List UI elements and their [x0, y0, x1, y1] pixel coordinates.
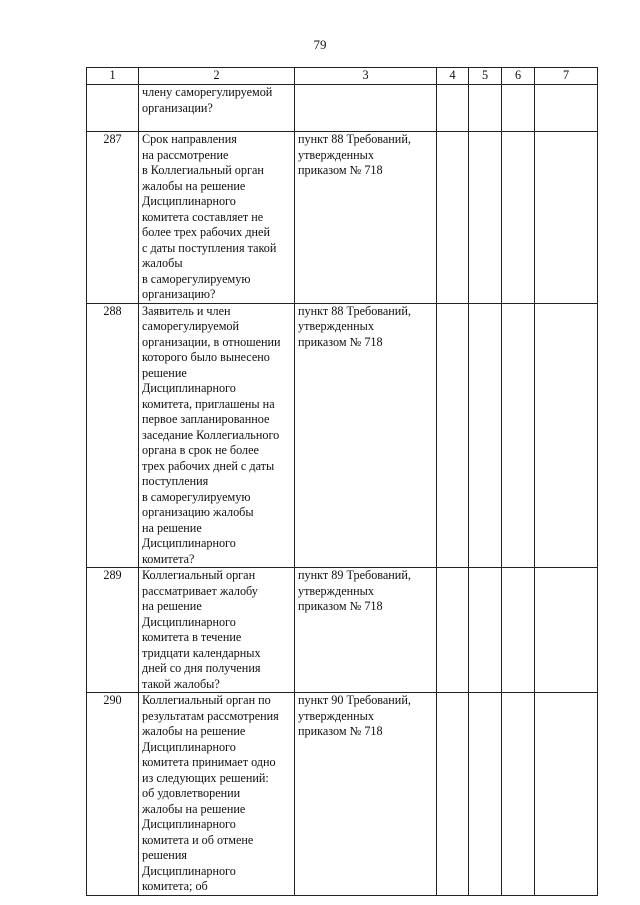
answer-cell-no[interactable]	[469, 303, 502, 568]
answer-cell-no[interactable]	[469, 85, 502, 132]
table-row	[87, 693, 598, 896]
answer-cell-no[interactable]	[469, 132, 502, 304]
answer-cell-na[interactable]	[502, 85, 535, 132]
column-header-6: 6	[502, 68, 535, 85]
answer-cell-na[interactable]	[502, 303, 535, 568]
row-number	[87, 85, 139, 132]
row-number: 287	[87, 132, 139, 304]
question-text: Коллегиальный орган по результатам рассмотрения жалобы на решение Дисциплинарного комитета принимает одно из следующих решений: об удовлетворении жалобы на решение Дисциплинарного комитета и об отмене решения Дисциплинарного комитета; об	[139, 693, 295, 896]
column-header-5: 5	[469, 68, 502, 85]
column-header-2: 2	[139, 68, 295, 85]
table-header-row	[87, 68, 598, 85]
table-row	[87, 85, 598, 132]
question-text: Заявитель и член саморегулируемой организации, в отношении которого было вынесено решение Дисциплинарного комитета, приглашены на первое запланированное заседание Коллегиального органа в срок не более трех рабочих дней с даты поступления в саморегулируемую организацию жалобы на решение Дисциплинарного комитета?	[139, 303, 295, 568]
column-header-3: 3	[295, 68, 437, 85]
requirement-reference: пункт 89 Требований, утвержденных приказом № 718	[295, 568, 437, 693]
answer-cell-yes[interactable]	[437, 132, 469, 304]
page-number: 79	[313, 37, 327, 52]
question-text: Коллегиальный орган рассматривает жалобу на решение Дисциплинарного комитета в течение тридцати календарных дней со дня получения такой жалобы?	[139, 568, 295, 693]
column-header-4: 4	[437, 68, 469, 85]
answer-cell-na[interactable]	[502, 132, 535, 304]
question-text: члену саморегулируемой организации?	[139, 85, 295, 132]
answer-cell-yes[interactable]	[437, 568, 469, 693]
requirement-reference: пункт 90 Требований, утвержденных приказом № 718	[295, 693, 437, 896]
row-number: 290	[87, 693, 139, 896]
checklist-table	[86, 67, 598, 896]
row-number: 289	[87, 568, 139, 693]
answer-cell-yes[interactable]	[437, 693, 469, 896]
table-row	[87, 132, 598, 304]
note-cell[interactable]	[535, 303, 598, 568]
requirement-reference: пункт 88 Требований, утвержденных приказом № 718	[295, 303, 437, 568]
answer-cell-no[interactable]	[469, 568, 502, 693]
note-cell[interactable]	[535, 568, 598, 693]
note-cell[interactable]	[535, 132, 598, 304]
answer-cell-yes[interactable]	[437, 85, 469, 132]
answer-cell-no[interactable]	[469, 693, 502, 896]
answer-cell-na[interactable]	[502, 693, 535, 896]
table-row	[87, 303, 598, 568]
note-cell[interactable]	[535, 693, 598, 896]
requirement-reference: пункт 88 Требований, утвержденных приказом № 718	[295, 132, 437, 304]
question-text: Срок направления на рассмотрение в Коллегиальный орган жалобы на решение Дисциплинарного комитета составляет не более трех рабочих дней с даты поступления такой жалобы в саморегулируемую организацию?	[139, 132, 295, 304]
note-cell[interactable]	[535, 85, 598, 132]
column-header-7: 7	[535, 68, 598, 85]
answer-cell-na[interactable]	[502, 568, 535, 693]
answer-cell-yes[interactable]	[437, 303, 469, 568]
column-header-1: 1	[87, 68, 139, 85]
table-row	[87, 568, 598, 693]
row-number: 288	[87, 303, 139, 568]
requirement-reference	[295, 85, 437, 132]
